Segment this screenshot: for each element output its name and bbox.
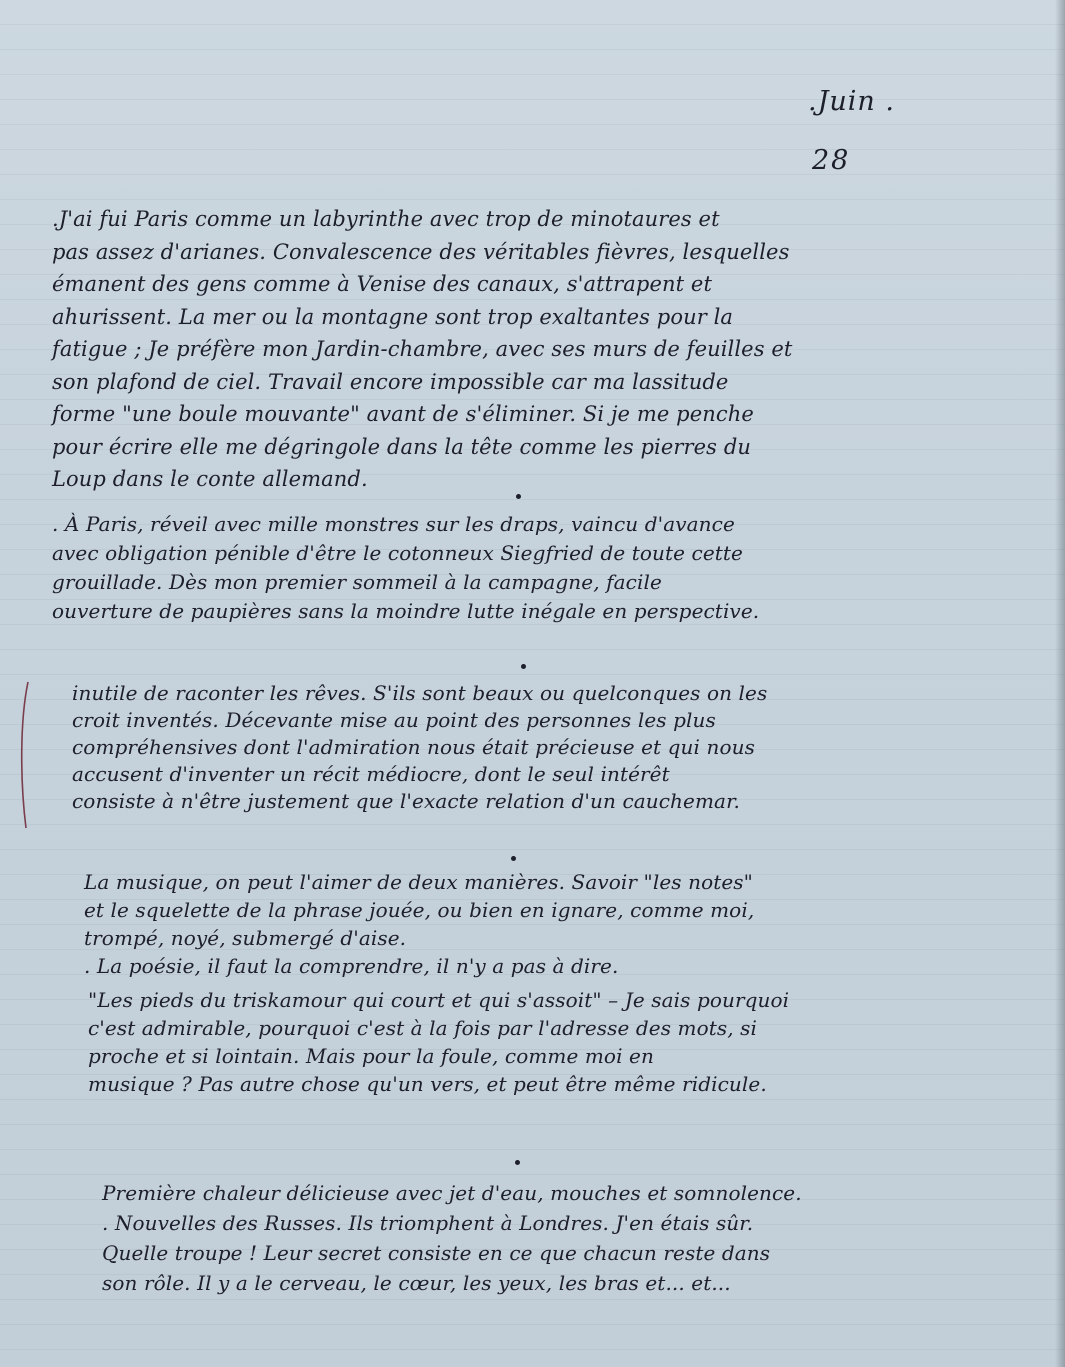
text-line: c'est admirable, pourquoi c'est à la fois par l'adresse des mots, si bbox=[88, 1016, 758, 1040]
text-line: fatigue ; Je préfère mon Jardin-chambre, avec ses murs de feuilles et bbox=[52, 337, 793, 361]
text-line: proche et si lointain. Mais pour la foule, comme moi en bbox=[88, 1044, 654, 1068]
separator-dot bbox=[521, 664, 526, 669]
date-month: .Juin . bbox=[808, 86, 895, 117]
text-line: grouillade. Dès mon premier sommeil à la campagne, facile bbox=[52, 570, 662, 594]
text-line: musique ? Pas autre chose qu'un vers, et peut être même ridicule. bbox=[88, 1072, 767, 1096]
text-line: Quelle troupe ! Leur secret consiste en ce que chacun reste dans bbox=[102, 1241, 771, 1265]
text-line: et le squelette de la phrase jouée, ou bien en ignare, comme moi, bbox=[84, 898, 755, 922]
paragraph-reves bbox=[72, 680, 767, 815]
separator-dot bbox=[515, 1160, 520, 1165]
date-day: 28 bbox=[812, 145, 851, 176]
text-line: Première chaleur délicieuse avec jet d'eau, mouches et somnolence. bbox=[102, 1181, 802, 1205]
text-line: La musique, on peut l'aimer de deux manières. Savoir "les notes" bbox=[84, 870, 753, 894]
text-line: émanent des gens comme à Venise des canaux, s'attrapent et bbox=[52, 272, 712, 296]
page-edge-shadow bbox=[1055, 0, 1065, 1367]
text-line: son rôle. Il y a le cerveau, le cœur, les yeux, les bras et... et... bbox=[102, 1271, 731, 1295]
text-line: "Les pieds du triskamour qui court et qui s'assoit" – Je sais pourquoi bbox=[88, 988, 790, 1012]
text-line: ouverture de paupières sans la moindre lutte inégale en perspective. bbox=[52, 599, 760, 623]
text-line: pas assez d'arianes. Convalescence des véritables fièvres, lesquelles bbox=[52, 239, 790, 264]
separator-dot bbox=[516, 494, 521, 499]
text-line: . La poésie, il faut la comprendre, il n'y a pas à dire. bbox=[84, 954, 619, 978]
text-line: . Nouvelles des Russes. Ils triomphent à Londres. J'en étais sûr. bbox=[102, 1211, 754, 1235]
text-line: Loup dans le conte allemand. bbox=[52, 467, 368, 491]
text-line: croit inventés. Décevante mise au point des personnes les plus bbox=[72, 708, 716, 732]
text-line: accusent d'inventer un récit médiocre, dont le seul intérêt bbox=[72, 762, 670, 786]
text-line: .J'ai fui Paris comme un labyrinthe avec trop de minotaures et bbox=[52, 207, 720, 231]
separator-dot bbox=[511, 856, 516, 861]
text-line: . À Paris, réveil avec mille monstres sur les draps, vaincu d'avance bbox=[52, 512, 735, 536]
text-line: pour écrire elle me dégringole dans la tête comme les pierres du bbox=[52, 434, 751, 459]
margin-line-mark bbox=[16, 680, 32, 830]
text-line: consiste à n'être justement que l'exacte relation d'un cauchemar. bbox=[72, 789, 740, 813]
paragraph-paris-labyrinth bbox=[52, 203, 792, 496]
text-line: inutile de raconter les rêves. S'ils sont beaux ou quelconques on les bbox=[72, 681, 768, 705]
paragraph-chaleur-russes bbox=[102, 1178, 802, 1298]
paragraph-triskamour bbox=[88, 986, 789, 1098]
paragraph-musique bbox=[84, 868, 754, 980]
text-line: avec obligation pénible d'être le cotonneux Siegfried de toute cette bbox=[52, 541, 743, 565]
text-line: compréhensives dont l'admiration nous était précieuse et qui nous bbox=[72, 735, 755, 759]
paragraph-reveil bbox=[52, 510, 759, 626]
text-line: forme "une boule mouvante" avant de s'éliminer. Si je me penche bbox=[52, 402, 754, 426]
text-line: trompé, noyé, submergé d'aise. bbox=[84, 926, 407, 950]
text-line: son plafond de ciel. Travail encore impossible car ma lassitude bbox=[52, 369, 729, 394]
text-line: ahurissent. La mer ou la montagne sont trop exaltantes pour la bbox=[52, 304, 734, 329]
